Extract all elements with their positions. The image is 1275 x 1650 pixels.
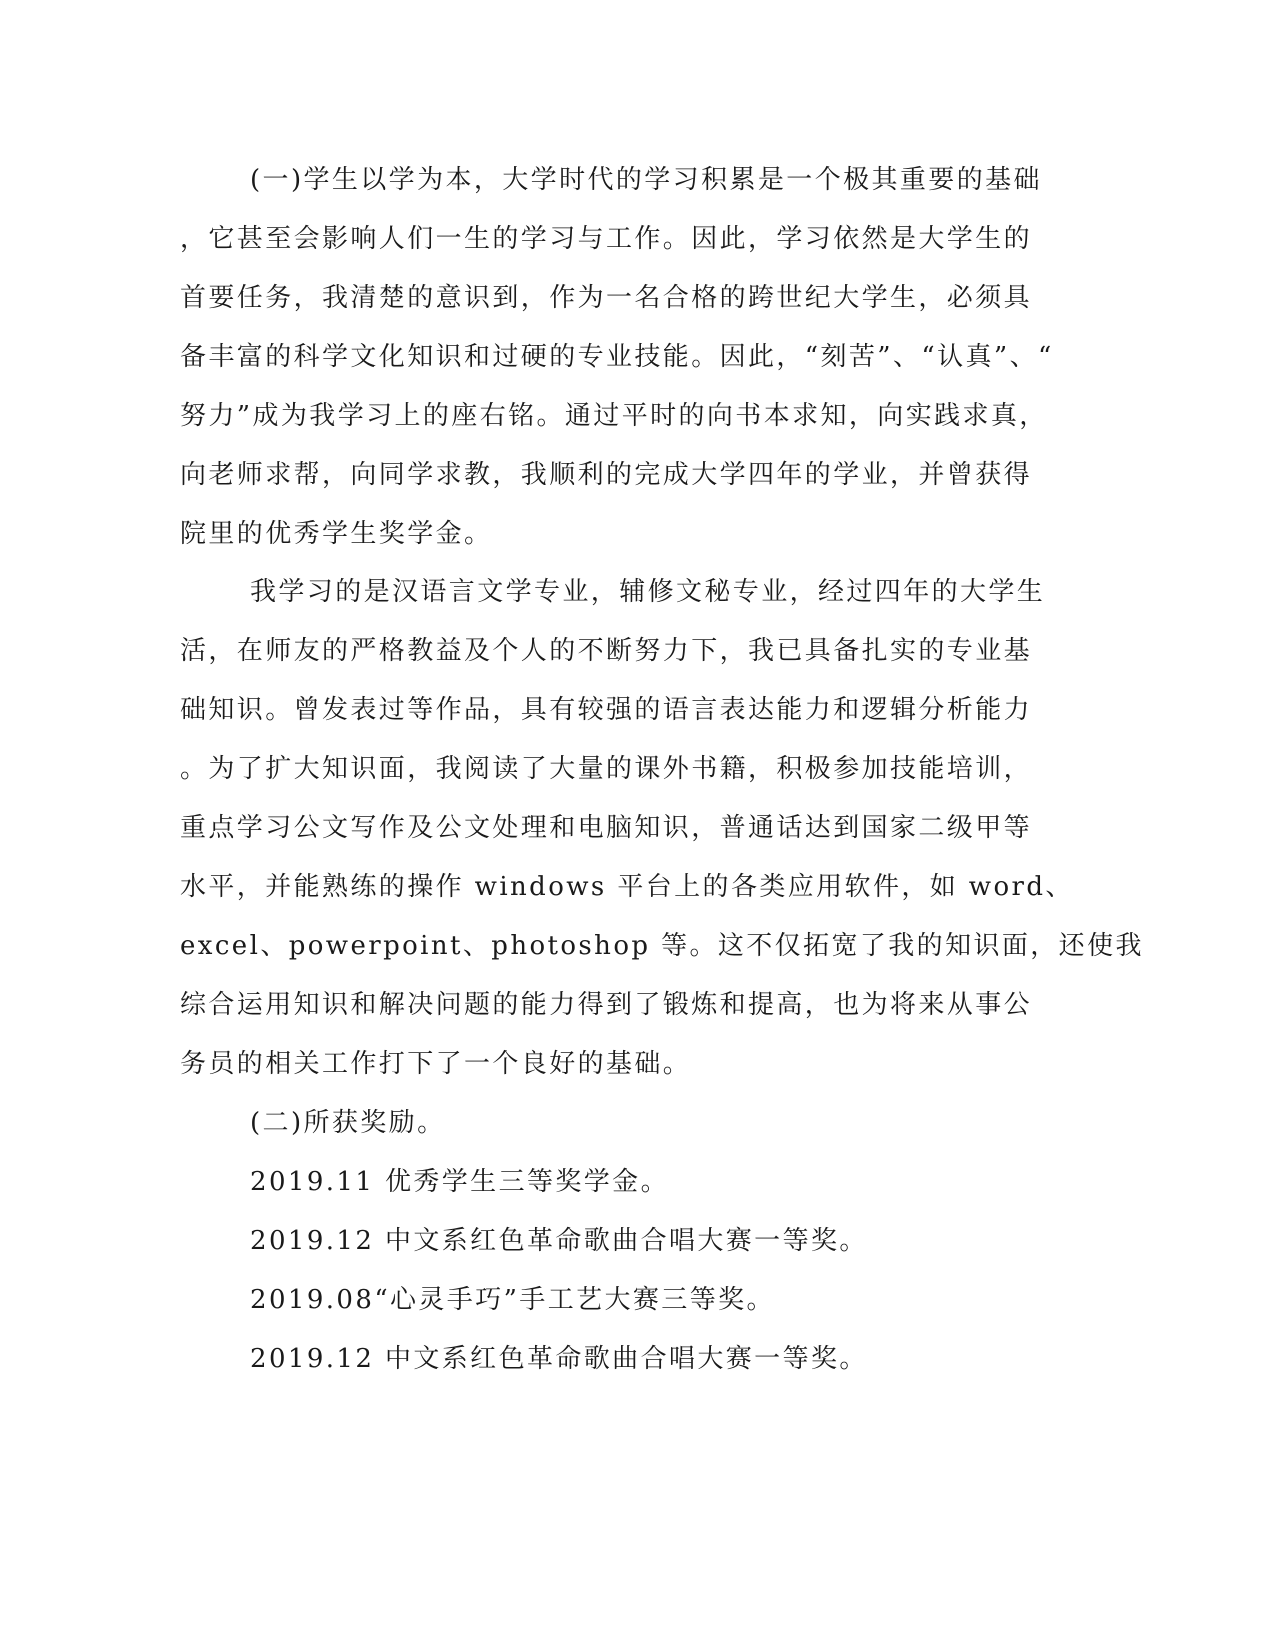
awards-heading: (二)所获奖励。 [250, 1108, 446, 1138]
paragraph2-line: 务员的相关工作打下了一个良好的基础。 [180, 1049, 692, 1079]
paragraph1-line: 首要任务，我清楚的意识到，作为一名合格的跨世纪大学生，必须具 [180, 283, 1033, 313]
paragraph2-line: 础知识。曾发表过等作品，具有较强的语言表达能力和逻辑分析能力 [180, 695, 1033, 725]
paragraph2-line: 综合运用知识和解决问题的能力得到了锻炼和提高，也为将来从事公 [180, 990, 1033, 1020]
paragraph2-line: 重点学习公文写作及公文处理和电脑知识，普通话达到国家二级甲等 [180, 813, 1033, 843]
paragraph2-line: 水平，并能熟练的操作 windows 平台上的各类应用软件，如 word、 [180, 872, 1074, 902]
paragraph2-line: 。为了扩大知识面，我阅读了大量的课外书籍，积极参加技能培训， [180, 754, 1033, 784]
award-item: 2019.11 优秀学生三等奖学金。 [250, 1167, 669, 1197]
paragraph1-line: 备丰富的科学文化知识和过硬的专业技能。因此，“刻苦”、“认真”、“ [180, 342, 1054, 372]
paragraph2-line: 我学习的是汉语言文学专业，辅修文秘专业，经过四年的大学生 [250, 577, 1046, 607]
paragraph2-line: excel、powerpoint、photoshop 等。这不仅拓宽了我的知识面，还使我 [180, 931, 1144, 961]
paragraph1-line: 努力”成为我学习上的座右铭。通过平时的向书本求知，向实践求真， [180, 401, 1048, 431]
award-item: 2019.08“心灵手巧”手工艺大赛三等奖。 [250, 1285, 775, 1315]
award-item: 2019.12 中文系红色革命歌曲合唱大赛一等奖。 [250, 1226, 868, 1256]
paragraph1-line: 院里的优秀学生奖学金。 [180, 519, 493, 549]
paragraph1-line: (一)学生以学为本，大学时代的学习积累是一个极其重要的基础 [250, 165, 1042, 195]
paragraph1-line: 向老师求帮，向同学求教，我顺利的完成大学四年的学业，并曾获得 [180, 460, 1033, 490]
paragraph2-line: 活，在师友的严格教益及个人的不断努力下，我已具备扎实的专业基 [180, 636, 1033, 666]
award-item: 2019.12 中文系红色革命歌曲合唱大赛一等奖。 [250, 1344, 868, 1374]
paragraph1-line: ，它甚至会影响人们一生的学习与工作。因此，学习依然是大学生的 [180, 224, 1033, 254]
